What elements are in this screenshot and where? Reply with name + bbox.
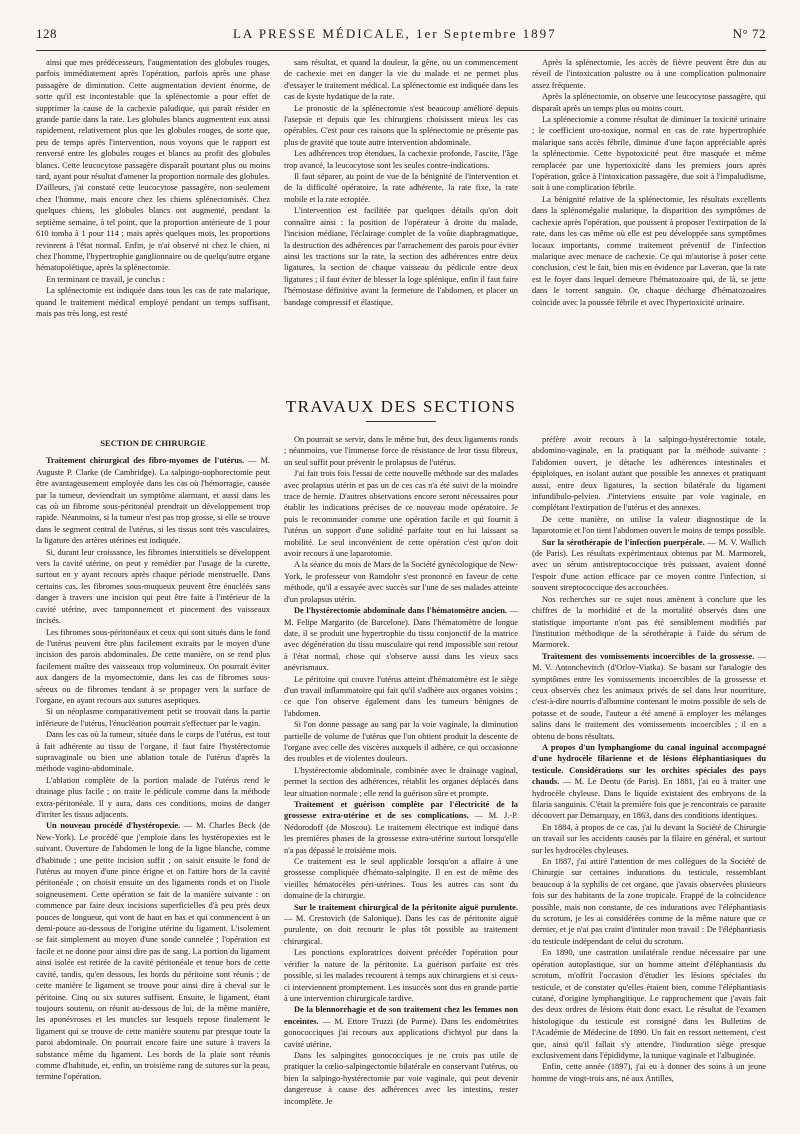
paragraph [36, 547, 270, 627]
paragraph: ainsi que mes prédécesseurs, l'augmentation des globules rouges, parfois immédiatement après l'opération, parfois après une phase passagère de diminution. Cette augmentation devient énorme, de sorte qu'il est incontestable que la splénectomie a pour effet de supprimer la cause de la cachexie paludique, qui paraît résider en grande partie dans la rate. Les globules blancs augmentent eux aussi rapidement, relativement plus que les globules rouges, de sorte que, peu de temps après l'intervention, nous voyons que le rapport est renversé entre les globules rouges et blancs au profit des globules blancs. Cette leucocytose passagère disparaît pourtant plus ou moins tard, ayant pour résultat d'amener la proportion normale des globules. D'ailleurs, j'ai constaté cette leucocytose passagère, non seulement chez l'homme, mais encore chez les chiens splénectomisés. Chez quelques chiens, les globules blancs ont augmenté, pendant la septième semaine, à tel point, que la proportion antérieure de 1 pour 610 tomba à 1 pour 114 ; mais après quelques mois, les proportions revinrent à l'état normal. Enfin, je n'ai observé ni chez le chien, ni chez l'homme, l'hypertrophie ganglionnaire ou de quelqu'autre organe hématopoïétique, après la splénectomie. [36, 58, 270, 273]
paragraph [532, 947, 766, 1061]
lower-column-1 [36, 434, 270, 1134]
article-paragraph [36, 820, 270, 1082]
paragraph [284, 674, 518, 720]
article-paragraph [532, 742, 766, 822]
article-text: Si, durant leur croissance, les fibromes interstitiels se développent vers la cavité utérine, on peut y remédier par l'usage de la curette, surtout en y ayant recours après chaque période menstruelle. Dans certains cas, les fibromes sous-muqueux peuvent être énucléés sans danger à travers une incision qui peut être faite à l'intérieur de la cavité utérine, avec tamponnement et pincement des vaisseaux incisés. [36, 547, 270, 626]
article-text: L'hystérectomie abdominale, combinée avec le drainage vaginal, permet la section des adhérences, rétablit les organes déplacés dans leur situation normale ; elle rend la guérison sûre et prompte. [284, 765, 518, 798]
issue-number: N° 72 [732, 26, 766, 41]
article-heading: Sur la sérothérapie de l'infection puerpérale. [542, 537, 705, 547]
paragraph [36, 729, 270, 775]
upper-column-1 [36, 57, 270, 361]
section-subtitle: SECTION DE CHIRURGIE [100, 438, 206, 448]
article-text: On pourrait se servir, dans le même but, des deux ligaments ronds ; néanmoins, vue l'immense force de résistance de leur tissu fibreux, un seul suffit pour prévenir le prolapsus de l'utérus. [284, 435, 518, 467]
article-heading: De la blennorrhagie et de son traitement chez les femmes non enceintes. [284, 1005, 518, 1026]
paragraph: Il faut séparer, au point de vue de la bénignité de l'intervention et de la difficulté opératoire, la rate adhérente, la rate fixe, la rate mobile et la rate ectopiée. [284, 172, 518, 204]
paragraph: Après la splénectomie, les accès de fièvre peuvent être dus au réveil de l'intoxication palustre ou à une complication pulmonaire assez fréquente. [532, 58, 766, 90]
paragraph: L'intervention est facilitée par quelques détails qu'on doit connaître ainsi : la position de l'opérateur à droite du malade, l'incision médiane, l'éclairage complet de la voûte diaphragmatique, la destruction des adhérences par l'arrachement des parois pour éviter ainsi les tractions sur la rate, la section des adhérences entre deux ligatures, la section de chaque vaisseau du pédicule entre deux ligatures ; il faut éviter de blesser la loge splénique, enfin il faut faire l'hémostase définitive avant la fermeture de l'abdomen, et placer un bandage compressif et élastique. [284, 206, 518, 307]
article-text: — M. Crestovich (de Salonique). Dans les cas de péritonite aiguë purulente, on doit recourir le plus tôt possible au traitement chirurgical. [284, 914, 518, 946]
article-text: Les ponctions exploratrices doivent précéder l'opération pour vérifier la nature de la péritonite. La guérison parfaite est très possible, si les malades recourent à temps aux chirurgiens et si ceux-ci interviennent promptement. Les insuccès sont dus en grande partie à une intervention chirurgicale tardive. [284, 948, 518, 1003]
paragraph: Le pronostic de la splénectomie s'est beaucoup amélioré depuis l'asepsie et depuis que les chirurgiens choisissent mieux les cas opérables. C'est pour ces raisons que la splénectomie ne présente pas plus de gravité que toute autre intervention abdominale. [284, 103, 518, 147]
header-rule [36, 50, 766, 51]
lower-columns [36, 434, 766, 1134]
paragraph [36, 775, 270, 821]
paragraph [36, 627, 270, 707]
paragraph: sans résultat, et quand la douleur, la gêne, ou un commencement de cachexie met en danger la vie du malade et ne permet plus d'essayer le traitement médical. La splénectomie est indiquée dans les cas de kyste hydatique de la rate. [284, 58, 518, 102]
journal-title: LA PRESSE MÉDICALE, 1er Septembre 1897 [232, 26, 557, 41]
paragraph [284, 559, 518, 605]
article-text: En 1890, une castration unilatérale rendue nécessaire par une opération autoplastique, sur un homme atteint d'éléphantiasis du scrotum, m'offrit l'occasion d'étudier les lésions spéciales du testicule, et de constater qu'elles étaient bien, comme l'éléphantiasis cutané, d'origine lymphangitique. Le rapprochement que j'avais fait des deux ordres de lésions était donc exact. Le résultat de l'examen histologique du testicule est consigné dans les Bulletins de l'Académie de Médecine de 1890. Un fait en ressort nettement, c'est que, ainsi qu'il fallait s'y attendre, l'induration siège presque exclusivement dans l'épididyme, la tunique vaginale et l'albuginée. [532, 948, 766, 1060]
article-paragraph [284, 1004, 518, 1050]
paragraph: La splénectomie a comme résultat de diminuer la toxicité urinaire ; le coefficient uro-toxique, normal en cas de rate hypertrophiée malarique sans accès fébrile, diminue d'une façon appréciable après la splénectomie. Cette hypotoxicité peut être masquée et même remplacée par une hypertoxicité dans les premiers jours après l'opération, grâce à l'intoxication passagère, due soit à l'impaludisme, soit à une complication fébrile. [532, 115, 766, 193]
paragraph [36, 706, 270, 729]
paragraph: Les adhérences trop étendues, la cachexie profonde, l'ascite, l'âge trop avancé, la leucocytose sont les seules contre-indications. [284, 149, 518, 170]
article-paragraph [284, 605, 518, 673]
upper-column-3 [532, 57, 766, 361]
article-heading: De l'hystérectomie abdominale dans l'hématomètre ancien. [294, 606, 508, 616]
article-text: Nos recherches sur ce sujet nous amènent à conclure que les chiffres de la morbidité et de la mortalité observés dans une statistique importante n'ont pas été sensiblement modifiés par l'institution méthodique de la sérothérapie à l'aide du sérum de Marmorek. [532, 594, 766, 650]
paragraph: La splénectomie est indiquée dans tous les cas de rate malarique, quand le traitement médical employé pendant un temps suffisant, mais pas très long, est resté [36, 286, 270, 318]
article-heading: Traitement chirurgical des fibro-myomes de l'utérus. [46, 456, 245, 466]
article-text: L'ablation complète de la portion malade de l'utérus rend le drainage plus facile ; on traite le pédicule comme dans la méthode extra-péritonéale. Il y aura, dans ces conditions, moins de danger d'irriter les tissus adjacents. [36, 775, 270, 819]
lower-column-2 [284, 434, 518, 1134]
paragraph: En terminant ce travail, je conclus : [46, 274, 165, 284]
section-title: TRAVAUX DES SECTIONS [285, 397, 517, 416]
page-header [36, 26, 766, 48]
article-text: J'ai fait trois fois l'essai de cette nouvelle méthode sur des malades avec prolapsus utérin et pas un de ces cas n'a été suivi de la moindre trace de hernie. D'autres observations encore seront nécessaires pour établir les indications précises de ce nouveau mode opératoire. Je puis le recommander comme une opération facile et qui fournit à l'utérus un support d'une solidité parfaite tout en lui laissant sa mobilité. Le seul inconvénient de cette opération c'est qu'on doit avoir recours à une laparotomie. [284, 469, 518, 559]
article-text: En 1884, à propos de ce cas, j'ai lu devant la Société de Chirurgie un travail sur les accidents causés par la filaire en général, et surtout sur les hydrocèles chyleuses. [532, 822, 766, 855]
article-text: Dans les salpingites gonococciques je ne crois pas utile de pratiquer la cœlio-salpingectomie bilatérale en conservant l'utérus, ou bien la salpingo-hystérectomie par voie vaginale, qui peut devenir dangereuse à cause des adhérences avec les intestins, rester incomplète. Je [284, 1050, 518, 1106]
paragraph [532, 594, 766, 651]
article-text: En 1887, j'ai attiré l'attention de mes collègues de la Société de Chirurgie sur certaines indurations du testicule, ressemblant beaucoup à la syphilis de cet organe, que j'avais observées plusieurs fois sur des habitants de la zone tropicale. Frappé de la coïncidence possible, mais non constante, de ces indurations avec l'éléphantiasis du scrotum, je les ai considérées comme de la même nature que ce dernier, et je n'ai pas craint d'intituler mon travail : De l'éléphantiasis du testicule indépendant de celui du scrotum. [532, 857, 766, 946]
article-text: Enfin, cette année (1897), j'ai eu à donner des soins à un jeune homme de vingt-trois ans, né aux Antilles, [532, 1062, 766, 1083]
article-text: Si un néoplasme comparativement petit se trouvait dans la partie inférieure de l'utérus, l'énucléation pourrait s'effectuer par le vagin. [36, 707, 270, 728]
paragraph [532, 856, 766, 947]
article-text: Dans les cas où la tumeur, située dans le corps de l'utérus, est tout à fait adhérente au tissu de l'organe, il faut faire l'hystérectomie supravaginale ou bien une ablation totale de l'utérus d'après la méthode vagino-abdominale. [36, 730, 270, 774]
paragraph [284, 468, 518, 559]
paragraph [532, 434, 766, 514]
paragraph [532, 1061, 766, 1084]
article-text: — M. Ettore Truzzi (de Parme). Dans les endométrites gonococciques j'ai recours aux applications d'ichtyol pur dans la cavité utérine. [284, 1016, 518, 1049]
paragraph [284, 765, 518, 799]
article-text: De cette manière, on utilise la valeur diagnostique de la laparotomie et l'on tient l'abdomen ouvert le moins de temps possible. [532, 514, 766, 536]
paragraph [532, 822, 766, 856]
article-text: — M. Le Dentu (de Paris). En 1881, j'ai eu à traiter une hydrocèle chyleuse. Dans le liquide existaient des embryons de la filaria sanguinis. C'était la première fois que je rencontrais ce parasite découvert par Demarquay, en 1863, dans des conditions identiques. [532, 777, 766, 821]
paragraph [284, 719, 518, 765]
article-paragraph [36, 455, 270, 546]
article-paragraph [532, 537, 766, 594]
article-text: — M. Felipe Margarito (de Barcelone). Dans l'hématomètre de longue date, il se produit une hypertrophie du tissu conjonctif de la matrice avec dégénération du tissu musculaire qui rend impossible son retour à l'état normal, chose qui s'observe aussi dans les vieux sacs anévrismaux. [284, 606, 518, 673]
article-text: préfère avoir recours à la salpingo-hystérectomie totale, abdomino-vaginale, en la pratiquant par la méthode suivante : l'abdomen ouvert, je détache les adhérences intestinales et épiploïques, en isolant autant que possible les annexes et pratiquant aussi, entre deux ligatures, la section bilatérale du ligament infundibulo-pelvien. J'interviens ensuite par voie vaginale, en complétant l'extirpation de l'utérus et des annexes. [532, 435, 766, 513]
article-text: — M. J.-P. Nédorodoff (de Moscou). Le traitement électrique est indiqué dans les premières phases de la grossesse extra-utérine surtout lorsqu'elle n'a pas dépassé le troisième mois. [284, 811, 518, 855]
article-heading: Sur le traitement chirurgical de la péritonite aiguë purulente. [294, 902, 518, 912]
article-paragraph [284, 799, 518, 856]
article-paragraph [284, 902, 518, 948]
article-text: — M. Charles Beck (de New-York). Le procédé que j'emploie dans les hystéropexies est le suivant. Ouverture de l'abdomen le long de la ligne blanche, comme d'habitude ; une petite incision suffit ; on saisit ensuite le fond de l'utérus au moyen d'une pince érigne et on l'attire hors de la cavité péritonéale ; on choisit ensuite un des ligaments ronds et on l'isole soigneusement. Cette opération se fait de la manière suivante : on commence par faire deux incisions superficielles d'à peu près deux pouces de longueur, qui vont de haut en bas et qui commencent à un demi-pouce au-dessous de l'origine utérine du ligament. L'isolement se fait simplement au moyen d'une sonde cannelée ; l'opération est facile et ne donne pour ainsi dire pas de sang. La portion du ligament ainsi isolée est retirée de la cavité péritonéale et tenue hors de cette cavité, tandis, qu'en dessous, les bords du péritoine sont réunis ; de cette manière le ligament se trouve pour ainsi dire à cheval sur le péritoine. Cinq ou six sutures suffisent. Ensuite, le ligament, étant toujours soutenu, on réunit au-dessous de lui, de la même manière, les aponévroses et les muscles sur lesquels repose finalement le ligament qui se trouve de cette manière soutenu par presque toute la paroi abdominale. On pourrait encore faire une suture à travers la substance même du ligament. Les bords de la plaie sont réunis comme d'habitude, et, enfin, un troisième rang de sutures sur la peau, termine l'opération. [36, 821, 270, 1082]
lower-column-3 [532, 434, 766, 1134]
article-heading: Traitement et guérison complète par l'électricité de la grossesse extra-utérine et de ses complications. [284, 800, 518, 821]
paragraph: La bénignité relative de la splénectomie, les résultats excellents dans la splénomégalie malarique, la disparition des symptômes de cachexie après l'opération, que poussent à proposer l'extirpation de la rate, dans les cas même où elle est peu développée sans symptômes locaux importants, comme traitement préventif de l'infection malarique avec menace de cachexie. Ce qui m'autorise à poser cette conclusion, c'est le fait, bien mis en évidence par Laveran, que la rate est le foyer dans lequel demeure l'hématozoaire qui, de là, se jette dans le torrent sanguin. Or, chaque décharge d'hématozoaires coïncide avec la poussée fébrile et avec l'hypertoxicité urinaire. [532, 194, 766, 307]
upper-columns [36, 57, 766, 361]
section-rule [366, 421, 436, 422]
article-text: Si l'on donne passage au sang par la voie vaginale, la diminution partielle de volume de l'utérus que l'on obtient produit la descente de l'organe avec celle des viscères auxquels il adhère, ce qui occasionne des troubles et de violentes douleurs. [284, 720, 518, 764]
paragraph: Après la splénectomie, on observe une leucocytose passagère, qui disparaît après un temps plus ou moins court. [532, 92, 766, 113]
paragraph [284, 1050, 518, 1107]
paragraph [284, 434, 518, 468]
article-heading: Traitement des vomissements incoercibles de la grossesse. [542, 651, 755, 661]
article-paragraph [532, 651, 766, 742]
paragraph [284, 947, 518, 1004]
article-text: A la séance du mois de Mars de la Société gynécologique de New-York, le professeur von Ramdohr s'est prononcé en faveur de cette méthode, qu'il a essayée avec succès sur l'une de ses malades atteinte d'un prolapsus utérin. [284, 560, 518, 604]
article-text: Le péritoine qui couvre l'utérus atteint d'hématomètre est le siège d'un travail inflammatoire qui fait qu'il s'adhère aux organes voisins ; ce que l'on observe également dans les tumeurs bénignes de l'abdomen. [284, 674, 518, 718]
article-text: Les fibromes sous-péritonéaux et ceux qui sont situés dans le fond de l'utérus peuvent être plus facilement extraits par le moyen d'une incision des parois abdominales. De cette manière, on se rend plus facilement maître des vaisseaux trop volumineux. On pourrait éviter aux dangers de la myomectomie, dans les cas de fibromes sous-séreux ou de fibromes tendant à se propager vers la surface de l'organe, en ayant recours aux sutures aseptiques. [36, 627, 270, 705]
article-text: — M. Auguste P. Clarke (de Cambridge). La salpingo-oophorectomie peut être avantageusement employée dans les cas où l'hémorragie, causée par la tumeur, deviendrait un symptôme alarmant, et aussi dans les cas où un fibrome sous-péritonéal prendrait un développement trop rapide. Néanmoins, si la tumeur n'est pas trop grosse, si elle se trouve dans le segment central de l'utérus, si les tissus sont très vasculaires, la ligature des artères utérines est indiquée. [36, 456, 270, 546]
article-text: — M. V. Wallich (de Paris). Les résultats expérimentaux obtenus par M. Marmorek, avec un sérum antistreptococcique très puissant, avaient donné l'espoir d'une action efficace par ce moyen contre l'infection, si souvent streptococcique des accouchées. [532, 537, 766, 593]
paragraph [284, 856, 518, 902]
paragraph [532, 514, 766, 537]
article-heading: A propos d'un lymphangiome du canal inguinal accompagné d'une hydrocèle filarienne et de lésions éléphantiasiques du testicule. Considérations sur les orchites spéciales des pays chauds. [532, 742, 766, 787]
article-text: — M. V. Antonchevitch (d'Orlov-Viatka). Se basant sur l'analogie des symptômes entre les vomissements incoercibles de la grossesse et ceux observés chez les animaux privés de sel dans leur nourriture, c'est-à-dire nourris d'albumine contenant le moins possible de sels de potasse et de soude, l'auteur a été amené à employer les mélanges salins dans le traitement des vomissements incoercibles ; il en a obtenu de bons résultats. [532, 651, 766, 741]
page-number: 128 [36, 26, 57, 41]
upper-column-2 [284, 57, 518, 361]
article-heading: Un nouveau procédé d'hystéropexie. [46, 821, 181, 831]
article-text: Ce traitement est le seul applicable lorsqu'on a affaire à une grossesse compliquée d'hémato-salpingite. Il en est de même des vieilles hématocèles péri-utérines. Tous les autres cas sont du domaine de la chirurgie. [284, 857, 518, 901]
